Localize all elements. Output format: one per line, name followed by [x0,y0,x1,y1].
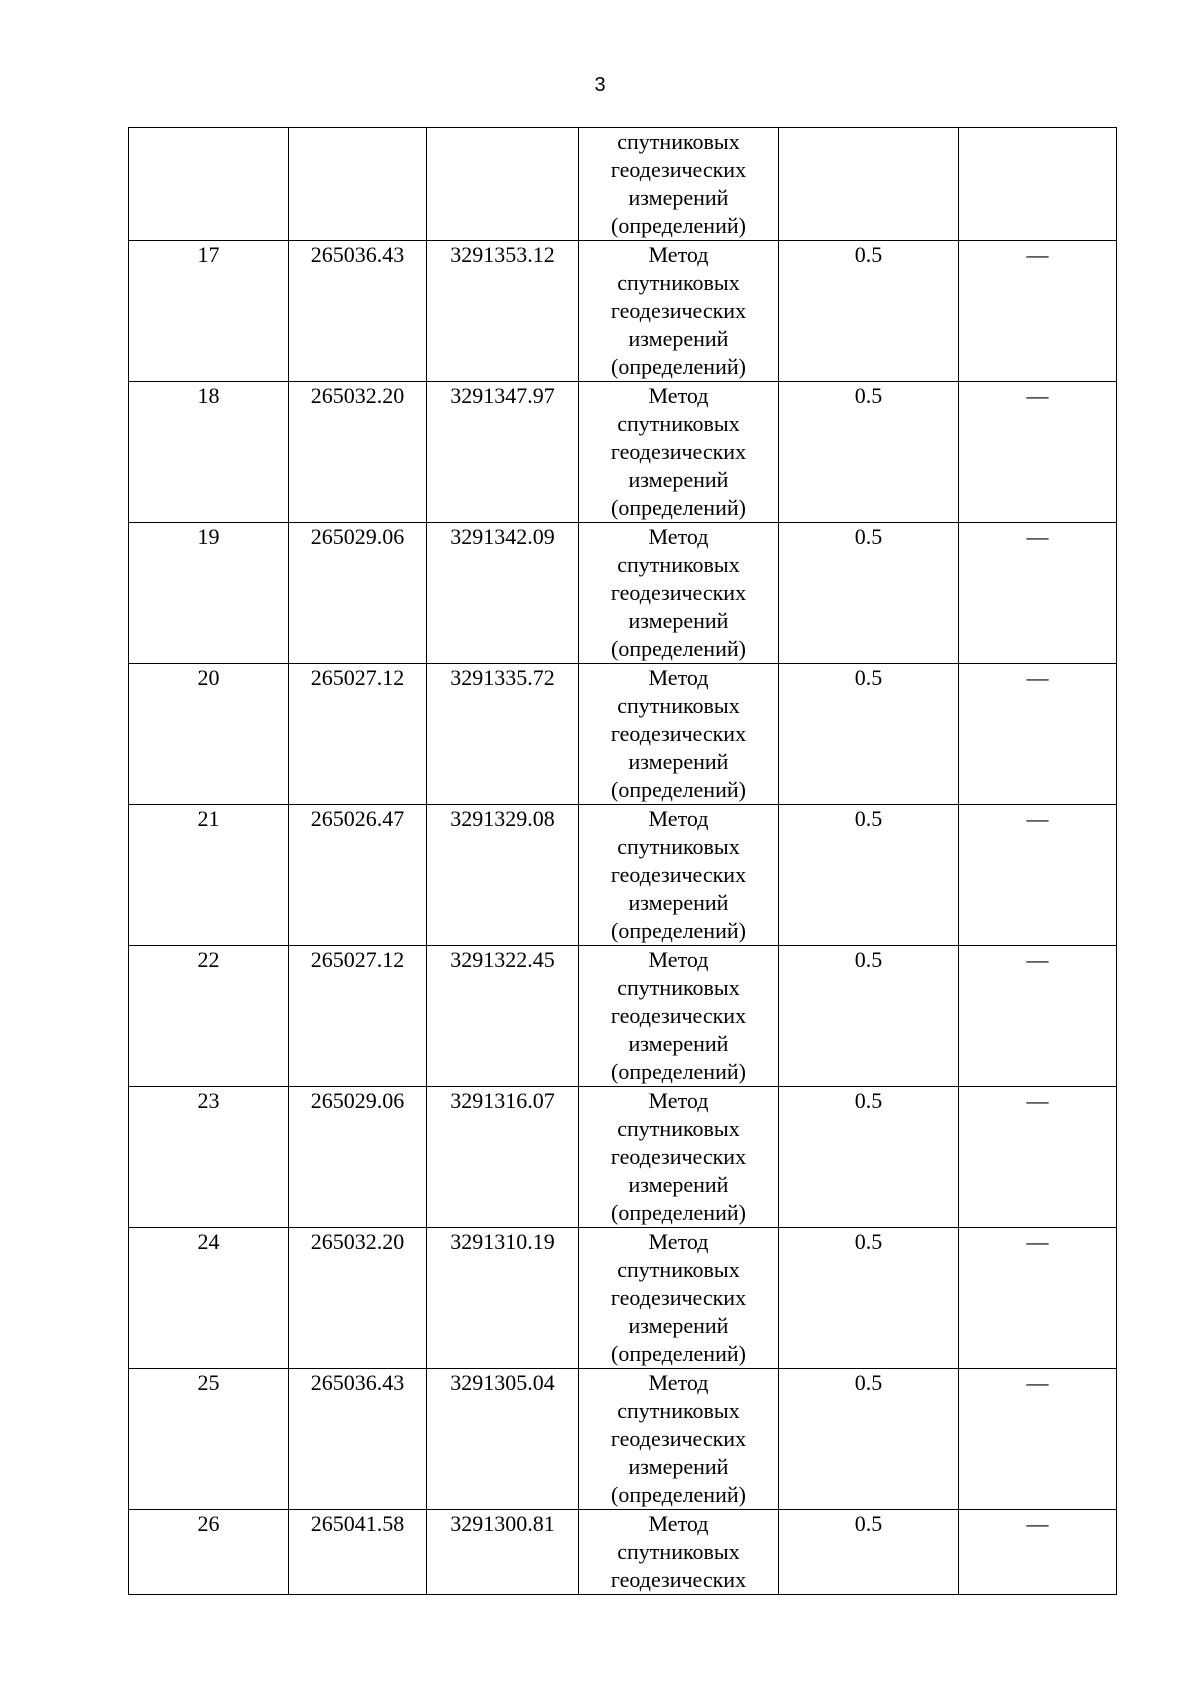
point-number-cell: 19 [129,523,289,664]
note-cell: — [959,1087,1117,1228]
y-coordinate-cell: 3291335.72 [427,664,579,805]
page-number: 3 [594,74,606,96]
y-coordinate-cell: 3291316.07 [427,1087,579,1228]
method-cell [579,241,779,382]
x-coordinate-cell: 265032.20 [289,1228,427,1369]
point-number-cell: 17 [129,241,289,382]
method-line: геодезических [610,1285,747,1310]
note-cell: — [959,382,1117,523]
method-line: Метод [648,1088,709,1113]
method-line: измерений [628,1454,729,1479]
method-line: (определений) [611,1482,746,1507]
point-number-cell: 26 [129,1510,289,1595]
table-row [129,946,1117,1087]
method-line: спутниковых [617,1257,740,1282]
method-cell [579,805,779,946]
x-coordinate-cell: 265027.12 [289,664,427,805]
method-line: измерений [628,467,729,492]
method-line: Метод [648,524,709,549]
accuracy-cell: 0.5 [779,382,959,523]
method-line: (определений) [611,1059,746,1084]
method-cell [579,664,779,805]
note-cell: — [959,241,1117,382]
accuracy-cell: 0.5 [779,1510,959,1595]
y-coordinate-cell: 3291353.12 [427,241,579,382]
accuracy-cell: 0.5 [779,1087,959,1228]
method-line: измерений [628,1313,729,1338]
method-line: геодезических [610,862,747,887]
y-coordinate-cell: 3291342.09 [427,523,579,664]
method-line: Метод [648,242,709,267]
method-line: измерений [628,1172,729,1197]
method-line: спутниковых [617,129,740,154]
note-cell: — [959,1228,1117,1369]
method-line: геодезических [610,1567,747,1592]
x-coordinate-cell: 265041.58 [289,1510,427,1595]
table-row [129,1087,1117,1228]
method-line: Метод [648,665,709,690]
method-line: измерений [628,608,729,633]
point-number-cell [129,128,289,241]
accuracy-cell [779,128,959,241]
method-line: спутниковых [617,270,740,295]
method-line: спутниковых [617,1539,740,1564]
coordinates-table [128,127,1117,1595]
accuracy-cell: 0.5 [779,241,959,382]
y-coordinate-cell: 3291300.81 [427,1510,579,1595]
method-line: спутниковых [617,1398,740,1423]
table-row [129,1228,1117,1369]
method-cell [579,1087,779,1228]
point-number-cell: 22 [129,946,289,1087]
point-number-cell: 18 [129,382,289,523]
accuracy-cell: 0.5 [779,1369,959,1510]
y-coordinate-cell: 3291322.45 [427,946,579,1087]
method-line: геодезических [610,1144,747,1169]
point-number-cell: 25 [129,1369,289,1510]
note-cell [959,128,1117,241]
method-line: (определений) [611,213,746,238]
method-line: (определений) [611,636,746,661]
x-coordinate-cell: 265029.06 [289,1087,427,1228]
accuracy-cell: 0.5 [779,805,959,946]
method-line: геодезических [610,439,747,464]
method-line: Метод [648,1370,709,1395]
method-line: спутниковых [617,834,740,859]
method-line: геодезических [610,157,747,182]
method-line: (определений) [611,777,746,802]
method-cell [579,382,779,523]
method-line: измерений [628,890,729,915]
point-number-cell: 24 [129,1228,289,1369]
method-cell [579,1510,779,1595]
method-line: измерений [628,749,729,774]
table-row [129,1510,1117,1595]
x-coordinate-cell: 265029.06 [289,523,427,664]
point-number-cell: 21 [129,805,289,946]
method-line: спутниковых [617,975,740,1000]
method-cell [579,1369,779,1510]
method-line: Метод [648,1229,709,1254]
method-line: спутниковых [617,693,740,718]
method-line: геодезических [610,1426,747,1451]
accuracy-cell: 0.5 [779,946,959,1087]
point-number-cell: 20 [129,664,289,805]
method-line: (определений) [611,495,746,520]
method-line: спутниковых [617,552,740,577]
method-line: (определений) [611,354,746,379]
table-row-continuation [129,128,1117,241]
method-line: Метод [648,806,709,831]
note-cell: — [959,946,1117,1087]
accuracy-cell: 0.5 [779,1228,959,1369]
accuracy-cell: 0.5 [779,523,959,664]
method-line: (определений) [611,918,746,943]
x-coordinate-cell [289,128,427,241]
note-cell: — [959,1369,1117,1510]
note-cell: — [959,523,1117,664]
x-coordinate-cell: 265036.43 [289,241,427,382]
x-coordinate-cell: 265026.47 [289,805,427,946]
method-line: измерений [628,326,729,351]
method-line: измерений [628,185,729,210]
method-line: Метод [648,383,709,408]
method-line: измерений [628,1031,729,1056]
method-line: Метод [648,1511,709,1536]
y-coordinate-cell: 3291305.04 [427,1369,579,1510]
y-coordinate-cell [427,128,579,241]
note-cell: — [959,1510,1117,1595]
method-line: геодезических [610,721,747,746]
method-cell [579,128,779,241]
accuracy-cell: 0.5 [779,664,959,805]
table-row [129,523,1117,664]
x-coordinate-cell: 265027.12 [289,946,427,1087]
note-cell: — [959,664,1117,805]
x-coordinate-cell: 265036.43 [289,1369,427,1510]
table-row [129,382,1117,523]
table-row [129,1369,1117,1510]
y-coordinate-cell: 3291329.08 [427,805,579,946]
method-line: (определений) [611,1200,746,1225]
method-cell [579,523,779,664]
note-cell: — [959,805,1117,946]
table-row [129,805,1117,946]
method-line: геодезических [610,298,747,323]
method-line: (определений) [611,1341,746,1366]
method-cell [579,946,779,1087]
table-row [129,664,1117,805]
y-coordinate-cell: 3291347.97 [427,382,579,523]
method-line: геодезических [610,1003,747,1028]
table-row [129,241,1117,382]
method-line: геодезических [610,580,747,605]
method-line: спутниковых [617,1116,740,1141]
method-line: Метод [648,947,709,972]
point-number-cell: 23 [129,1087,289,1228]
y-coordinate-cell: 3291310.19 [427,1228,579,1369]
x-coordinate-cell: 265032.20 [289,382,427,523]
method-cell [579,1228,779,1369]
method-line: спутниковых [617,411,740,436]
